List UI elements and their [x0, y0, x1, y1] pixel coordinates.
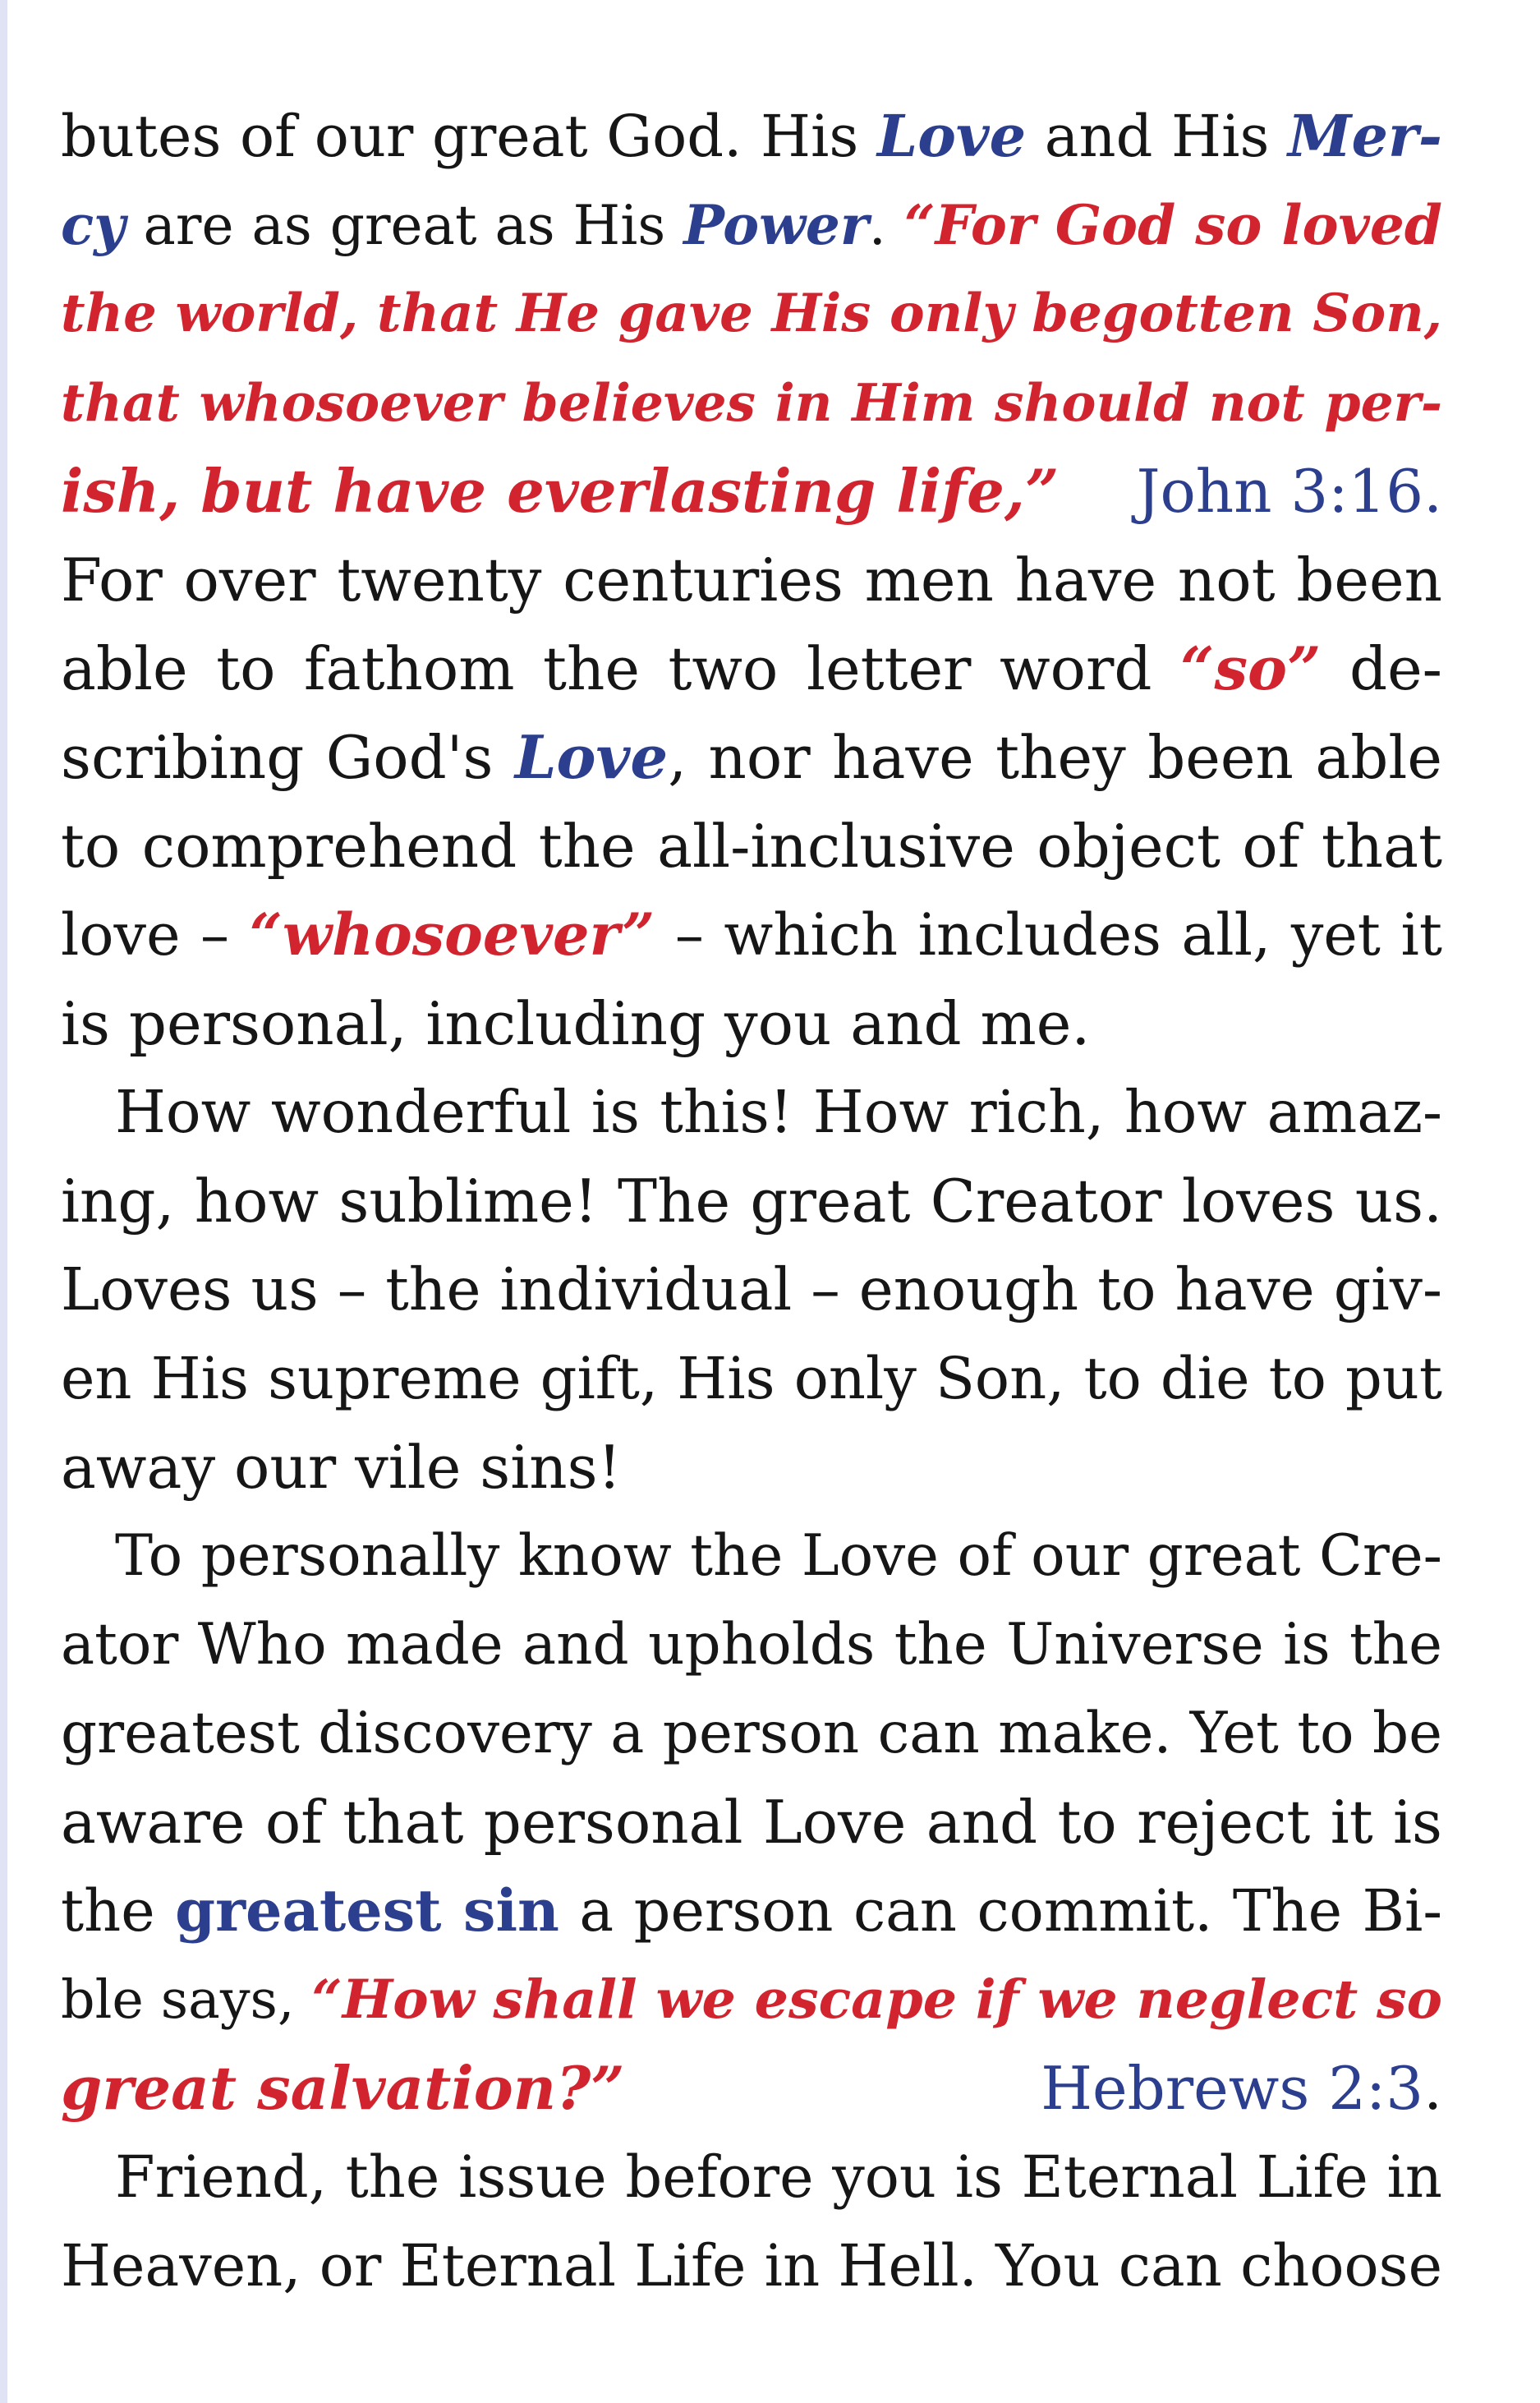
text-line — [61, 713, 1442, 802]
text-line: For over twenty centuries men have not been — [61, 546, 1442, 615]
text-run: love – — [61, 901, 250, 969]
text-run: a person can commit. The Bi- — [559, 1877, 1442, 1945]
scripture-reference: Hebrews 2:3 — [1041, 2054, 1424, 2123]
text-run: scribing God's — [61, 723, 515, 792]
text-run: . — [868, 194, 904, 257]
text-run: butes of our great God. His — [61, 103, 877, 170]
scripture-quote: “How shall we escape if we neglect so — [311, 1968, 1442, 2031]
emphasis-power: Power — [683, 193, 869, 257]
margin-bar — [0, 0, 7, 2403]
text-line: to comprehend the all-inclusive object of that — [61, 812, 1442, 881]
scripture-line — [61, 2044, 1442, 2133]
emphasis-whosoever: “whosoever” — [249, 900, 655, 969]
scripture-quote: ish, but have everlasting life,” — [61, 456, 1060, 526]
paragraph-first-line: Friend, the issue before you is Eternal Life in — [115, 2143, 1442, 2211]
text-run: the — [61, 1877, 176, 1945]
text-line: greatest discovery a person can make. Yet to be — [61, 1701, 1442, 1766]
text-block — [61, 92, 1442, 2310]
text-line — [61, 92, 1442, 181]
text-line: ator Who made and upholds the Universe is the — [61, 1612, 1442, 1678]
text-run: , nor have they been able — [668, 723, 1442, 792]
emphasis-love: Love — [877, 102, 1027, 170]
text-run: – which includes all, yet it — [655, 901, 1442, 969]
emphasis-love: Love — [514, 722, 669, 792]
scripture-line — [61, 447, 1442, 536]
text-line: Loves us – the individual – enough to have giv- — [61, 1255, 1442, 1323]
text-line — [61, 181, 1442, 269]
scripture-quote: great salvation?” — [61, 2053, 625, 2123]
text-run: ble says, — [61, 1969, 312, 2031]
text-line — [61, 624, 1442, 713]
scripture-line: the world, that He gave His only begotten Son, — [61, 283, 1442, 344]
text-run: able to fathom the two letter word — [61, 634, 1181, 703]
text-run: and His — [1026, 103, 1289, 170]
text-line — [61, 1867, 1442, 1955]
text-run: . — [1423, 2054, 1442, 2123]
emphasis-mercy: Mer- — [1288, 102, 1442, 170]
text-run: are as great as His — [125, 194, 684, 257]
scripture-line: that whosoever believes in Him should not per- — [61, 372, 1442, 433]
emphasis-mercy: cy — [61, 193, 126, 257]
text-line: en His supreme gift, His only Son, to die to put — [61, 1345, 1442, 1412]
scripture-quote: “For God so loved — [903, 193, 1442, 257]
text-line: Heaven, or Eternal Life in Hell. You can choose — [61, 2232, 1442, 2299]
paragraph-first-line: To personally know the Love of our great Cre- — [115, 1523, 1442, 1589]
text-line: aware of that personal Love and to reject it is — [61, 1788, 1442, 1857]
paragraph-first-line: How wonderful is this! How rich, how amaz- — [115, 1078, 1442, 1146]
text-line — [61, 891, 1442, 979]
text-line — [61, 1955, 1442, 2044]
text-run: de- — [1321, 634, 1443, 703]
text-line: away our vile sins! — [61, 1433, 622, 1502]
reference-group — [1041, 2044, 1442, 2133]
scripture-reference: John 3:16. — [1136, 457, 1442, 526]
emphasis-greatest-sin: greatest sin — [175, 1876, 559, 1945]
emphasis-so: “so” — [1180, 633, 1322, 703]
text-line: is personal, including you and me. — [61, 989, 1091, 1058]
text-line: ing, how sublime! The great Creator loves us. — [61, 1167, 1442, 1236]
